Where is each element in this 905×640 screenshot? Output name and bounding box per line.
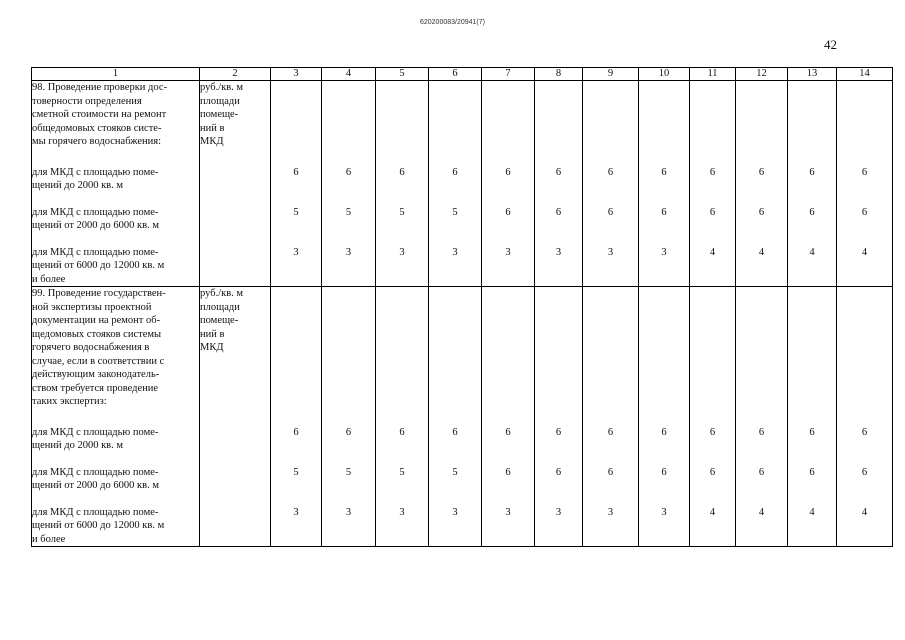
value-column-cell xyxy=(837,287,893,547)
value-column-cell xyxy=(639,81,690,287)
rate-value: 4 xyxy=(809,506,815,518)
column-number: 4 xyxy=(322,68,376,81)
value-column-cell xyxy=(837,81,893,287)
section-heading-line: горячего водоснабжения в xyxy=(32,342,150,353)
value-column-cell xyxy=(429,81,482,287)
column-number: 14 xyxy=(837,68,893,81)
value-column-cell xyxy=(690,81,736,287)
rate-value: 3 xyxy=(555,506,562,518)
heading-spacer xyxy=(837,287,892,409)
rate-value: 3 xyxy=(505,506,511,518)
area-row-label-line: для МКД с площадью поме- xyxy=(32,506,159,518)
rate-value: 6 xyxy=(607,206,614,218)
value-column-cell xyxy=(271,81,322,287)
rate-value: 6 xyxy=(809,426,815,438)
heading-spacer xyxy=(322,287,375,409)
section-heading-line: ной экспертизы проектной xyxy=(32,301,152,313)
section-row xyxy=(32,81,893,287)
rate-value: 5 xyxy=(345,466,352,478)
heading-spacer xyxy=(376,81,428,149)
rate-value: 5 xyxy=(399,466,405,478)
area-row-label xyxy=(32,166,199,193)
section-heading xyxy=(32,81,199,149)
rate-value: 4 xyxy=(861,246,868,258)
area-row-label xyxy=(32,246,199,287)
rate-value: 6 xyxy=(758,426,765,438)
rate-value: 5 xyxy=(452,206,458,218)
section-heading-line: документации на ремонт об- xyxy=(32,315,161,326)
area-row-label-line: щений от 6000 до 12000 кв. м xyxy=(32,260,165,271)
unit-line: помеще- xyxy=(200,315,239,326)
rate-value: 6 xyxy=(661,466,667,478)
rate-value: 6 xyxy=(709,166,716,178)
heading-spacer xyxy=(535,81,582,149)
rate-value: 6 xyxy=(861,466,868,478)
column-number: 3 xyxy=(271,68,322,81)
heading-spacer xyxy=(639,287,689,409)
rate-value: 6 xyxy=(709,466,716,478)
value-column-cell xyxy=(639,287,690,547)
rate-value: 5 xyxy=(399,206,405,218)
rate-value: 6 xyxy=(293,426,299,438)
section-description xyxy=(32,81,200,287)
rate-value: 4 xyxy=(709,506,716,518)
area-row-label xyxy=(32,466,199,493)
rate-value: 5 xyxy=(293,206,299,218)
rate-value: 4 xyxy=(758,506,765,518)
area-row-label-line: щений до 2000 кв. м xyxy=(32,180,124,191)
heading-spacer xyxy=(788,287,836,409)
heading-spacer xyxy=(788,81,836,149)
rate-value: 3 xyxy=(661,246,667,258)
rate-value: 6 xyxy=(293,166,299,178)
rate-value: 6 xyxy=(809,166,815,178)
area-row-label-line: для МКД с площадью поме- xyxy=(32,206,159,218)
column-number: 8 xyxy=(535,68,583,81)
rate-value: 6 xyxy=(809,206,815,218)
section-heading-line: случае, если в соответствии с xyxy=(32,355,165,367)
rate-value: 6 xyxy=(452,166,458,178)
heading-spacer xyxy=(639,81,689,149)
heading-spacer xyxy=(690,81,735,149)
rate-value: 6 xyxy=(505,206,511,218)
heading-spacer xyxy=(376,287,428,409)
column-number: 7 xyxy=(482,68,535,81)
heading-spacer xyxy=(482,287,534,409)
heading-spacer xyxy=(583,287,638,409)
unit-line: ний в xyxy=(200,328,225,340)
rate-value: 6 xyxy=(861,206,868,218)
unit-of-measure xyxy=(200,81,271,287)
rate-value: 3 xyxy=(399,506,405,518)
unit-line: МКД xyxy=(200,342,224,353)
section-heading-line: мы горячего водоснабжения: xyxy=(32,136,162,147)
rate-value: 6 xyxy=(758,466,765,478)
rate-value: 6 xyxy=(399,426,405,438)
heading-spacer xyxy=(429,287,481,409)
rate-value: 3 xyxy=(607,506,614,518)
section-heading-line: товерности определения xyxy=(32,95,142,107)
rate-value: 5 xyxy=(345,206,352,218)
area-row-label-line: для МКД с площадью поме- xyxy=(32,466,159,478)
value-column-cell xyxy=(376,81,429,287)
section-heading xyxy=(32,287,199,409)
value-column-cell xyxy=(535,287,583,547)
rate-value: 6 xyxy=(345,166,352,178)
rate-value: 4 xyxy=(861,506,868,518)
section-row xyxy=(32,287,893,547)
value-column-cell xyxy=(583,287,639,547)
rate-value: 3 xyxy=(293,246,299,258)
value-column-cell xyxy=(322,81,376,287)
heading-spacer xyxy=(736,81,787,149)
value-column-cell xyxy=(535,81,583,287)
area-row-label-line: для МКД с площадью поме- xyxy=(32,166,159,178)
rate-value: 6 xyxy=(505,166,511,178)
section-heading-line: общедомовых стояков систе- xyxy=(32,122,162,134)
area-row-label xyxy=(32,426,199,453)
column-number: 11 xyxy=(690,68,736,81)
rate-value: 4 xyxy=(758,246,765,258)
rate-value: 4 xyxy=(709,246,716,258)
section-heading-line: таких экспертиз: xyxy=(32,396,107,407)
rate-value: 3 xyxy=(452,506,458,518)
rate-value: 6 xyxy=(399,166,405,178)
rate-value: 3 xyxy=(345,246,352,258)
rate-value: 6 xyxy=(758,206,765,218)
area-row-label-line: щений от 6000 до 12000 кв. м xyxy=(32,520,165,531)
area-row-label-line: щений до 2000 кв. м xyxy=(32,440,124,451)
value-column-cell xyxy=(482,81,535,287)
rate-value: 6 xyxy=(661,426,667,438)
unit-line: руб./кв. м xyxy=(200,288,244,299)
rate-value: 3 xyxy=(452,246,458,258)
value-column-cell xyxy=(788,81,837,287)
heading-spacer xyxy=(736,287,787,409)
rate-value: 6 xyxy=(555,166,562,178)
area-row-label-line: щений от 2000 до 6000 кв. м xyxy=(32,480,159,491)
rate-value: 6 xyxy=(607,166,614,178)
value-column-cell xyxy=(429,287,482,547)
heading-spacer xyxy=(322,81,375,149)
value-column-cell xyxy=(736,287,788,547)
rate-value: 6 xyxy=(505,466,511,478)
rate-value: 6 xyxy=(661,166,667,178)
rate-value: 3 xyxy=(399,246,405,258)
section-heading-line: действующим законодатель- xyxy=(32,369,160,380)
column-number: 12 xyxy=(736,68,788,81)
heading-spacer xyxy=(690,287,735,409)
unit-line: МКД xyxy=(200,136,224,147)
section-heading-line: сметной стоимости на ремонт xyxy=(32,109,167,120)
area-row-label-line: и более xyxy=(32,273,66,285)
page-number: 42 xyxy=(824,37,837,52)
rate-value: 6 xyxy=(345,426,352,438)
value-column-cell xyxy=(736,81,788,287)
rate-value: 3 xyxy=(607,246,614,258)
rate-value: 6 xyxy=(661,206,667,218)
heading-spacer xyxy=(535,287,582,409)
rate-value: 6 xyxy=(758,166,765,178)
rate-value: 6 xyxy=(555,426,562,438)
unit-line: площади xyxy=(200,95,240,107)
column-number: 5 xyxy=(376,68,429,81)
area-row-label-line: для МКД с площадью поме- xyxy=(32,246,159,258)
heading-spacer xyxy=(583,81,638,149)
column-number: 13 xyxy=(788,68,837,81)
unit-of-measure xyxy=(200,287,271,547)
section-heading-line: щедомовых стояков системы xyxy=(32,328,162,340)
rate-value: 6 xyxy=(555,466,562,478)
rate-value: 6 xyxy=(607,466,614,478)
rate-value: 3 xyxy=(555,246,562,258)
column-number: 6 xyxy=(429,68,482,81)
rate-value: 6 xyxy=(861,426,868,438)
rate-value: 4 xyxy=(809,246,815,258)
column-number: 10 xyxy=(639,68,690,81)
heading-spacer xyxy=(482,81,534,149)
area-row-label xyxy=(32,206,199,233)
document-id: 620200083/20941(7) xyxy=(419,19,485,26)
rate-value: 3 xyxy=(661,506,667,518)
unit-line: площади xyxy=(200,301,240,313)
section-heading-line: ством требуется проведение xyxy=(32,382,159,394)
tariff-table xyxy=(31,67,893,547)
value-column-cell xyxy=(271,287,322,547)
rate-value: 6 xyxy=(809,466,815,478)
area-row-label xyxy=(32,506,199,547)
section-description xyxy=(32,287,200,547)
rate-value: 6 xyxy=(452,426,458,438)
heading-spacer xyxy=(429,81,481,149)
column-number: 2 xyxy=(200,68,271,81)
rate-value: 3 xyxy=(293,506,299,518)
rate-value: 6 xyxy=(709,426,716,438)
value-column-cell xyxy=(690,287,736,547)
rate-value: 6 xyxy=(505,426,511,438)
value-column-cell xyxy=(482,287,535,547)
rate-value: 6 xyxy=(555,206,562,218)
heading-spacer xyxy=(837,81,892,149)
unit-line: помеще- xyxy=(200,109,239,120)
rate-value: 3 xyxy=(505,246,511,258)
unit-line: руб./кв. м xyxy=(200,82,244,93)
value-column-cell xyxy=(322,287,376,547)
value-column-cell xyxy=(376,287,429,547)
column-number: 9 xyxy=(583,68,639,81)
unit-line: ний в xyxy=(200,122,225,134)
area-row-label-line: щений от 2000 до 6000 кв. м xyxy=(32,220,159,231)
section-heading-line: 99. Проведение государствен- xyxy=(32,288,166,299)
rate-value: 6 xyxy=(709,206,716,218)
section-heading-line: 98. Проведение проверки дос- xyxy=(32,82,168,93)
rate-value: 5 xyxy=(452,466,458,478)
value-column-cell xyxy=(583,81,639,287)
heading-spacer xyxy=(271,81,321,149)
rate-value: 6 xyxy=(861,166,868,178)
area-row-label-line: для МКД с площадью поме- xyxy=(32,426,159,438)
rate-value: 5 xyxy=(293,466,299,478)
column-number-row xyxy=(32,68,893,81)
area-row-label-line: и более xyxy=(32,533,66,545)
value-column-cell xyxy=(788,287,837,547)
column-number: 1 xyxy=(32,68,200,81)
rate-value: 6 xyxy=(607,426,614,438)
rate-value: 3 xyxy=(345,506,352,518)
heading-spacer xyxy=(271,287,321,409)
